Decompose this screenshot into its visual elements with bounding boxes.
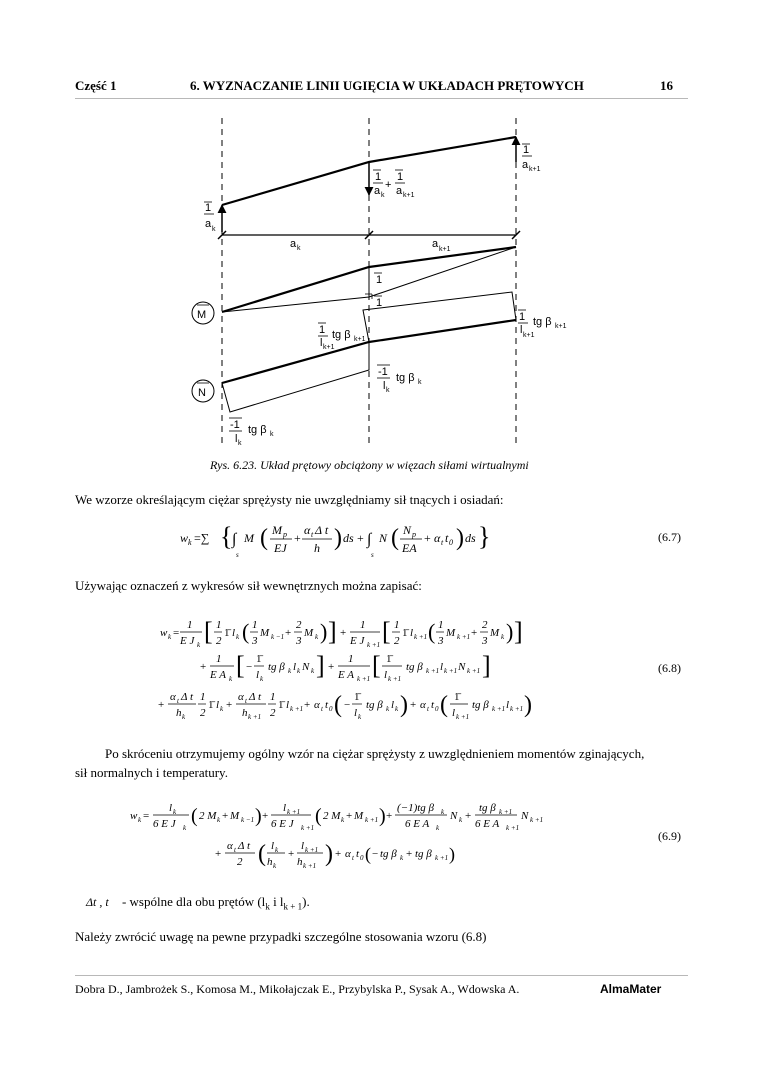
svg-text:∫: ∫ <box>367 531 372 548</box>
svg-text:2: 2 <box>216 635 222 647</box>
svg-text:k+1: k+1 <box>354 336 366 343</box>
svg-text:α: α <box>314 699 320 711</box>
svg-text:t: t <box>352 854 354 862</box>
svg-text:N: N <box>302 661 310 673</box>
paragraph-5: Należy zwrócić uwagę na pewne przypadki szczególne stosowania wzoru (6.8) <box>75 929 487 944</box>
svg-text:1: 1 <box>270 691 276 703</box>
svg-text:k: k <box>436 824 440 832</box>
svg-text:t: t <box>325 699 329 711</box>
svg-text:): ) <box>456 525 464 551</box>
svg-text:k: k <box>260 675 264 683</box>
svg-text:1: 1 <box>200 691 206 703</box>
svg-text:1: 1 <box>360 619 366 631</box>
svg-text:1: 1 <box>187 619 193 631</box>
svg-text:tg β: tg β <box>472 699 489 711</box>
svg-text:k −1: k −1 <box>241 816 255 824</box>
svg-text:w: w <box>130 810 138 822</box>
svg-text:Δ t: Δ t <box>315 523 329 537</box>
svg-text:k +1: k +1 <box>388 675 402 683</box>
header-chapter: 6. WYZNACZANIE LINII UGIĘCIA W UKŁADACH PRĘTOWYCH <box>190 78 584 93</box>
footer-authors: Dobra D., Jambrożek S., Komosa M., Mikołajczak E., Przybylska P., Sysak A., Wdowska A. <box>75 982 520 996</box>
svg-text:1: 1 <box>348 653 354 665</box>
svg-text:6 E J: 6 E J <box>153 818 176 830</box>
svg-text:tg β: tg β <box>479 802 496 814</box>
svg-text:+: + <box>288 848 295 860</box>
svg-text:=: = <box>173 627 180 639</box>
svg-text:): ) <box>379 805 386 827</box>
header-page-number: 16 <box>660 78 673 93</box>
svg-text:h: h <box>242 707 248 719</box>
svg-text:l: l <box>235 433 238 445</box>
svg-text:+: + <box>385 179 392 191</box>
svg-text:(−1)tg β: (−1)tg β <box>397 802 435 814</box>
label-mid-one-b: 1 <box>397 171 404 183</box>
svg-text:1: 1 <box>376 297 383 309</box>
svg-text:3: 3 <box>296 635 302 647</box>
svg-text:k: k <box>183 824 187 832</box>
equation-number-6-9: (6.9) <box>658 829 681 843</box>
svg-text:(: ( <box>258 841 266 867</box>
svg-text:α: α <box>227 840 233 852</box>
svg-text:k: k <box>182 713 186 721</box>
svg-text:k: k <box>168 633 172 641</box>
svg-text:M: M <box>244 531 254 545</box>
svg-text:N: N <box>521 810 529 822</box>
svg-text:k: k <box>220 705 224 713</box>
svg-text:1̄: 1̄ <box>208 699 214 711</box>
svg-text:): ) <box>400 692 408 718</box>
svg-text:3: 3 <box>438 635 444 647</box>
svg-text:k+1: k+1 <box>323 344 335 351</box>
equation-number-6-8: (6.8) <box>658 661 681 675</box>
svg-text:): ) <box>255 805 262 827</box>
svg-text:+: + <box>222 810 229 822</box>
figure-caption: Rys. 6.23. Układ prętowy obciążony w więzach siłami wirtualnymi <box>210 458 529 472</box>
svg-text:k +1: k +1 <box>248 713 262 721</box>
svg-text:=∑: =∑ <box>194 531 210 545</box>
svg-text:1̄: 1̄ <box>386 653 392 665</box>
equation-6-8 <box>150 608 550 730</box>
svg-text:EJ: EJ <box>274 541 287 555</box>
svg-text:k +1: k +1 <box>287 808 301 816</box>
svg-text:2 M: 2 M <box>323 810 341 822</box>
svg-text:(: ( <box>191 805 198 827</box>
label-mid-one-a: 1 <box>375 171 382 183</box>
svg-text:+: + <box>465 810 472 822</box>
svg-text:1̄: 1̄ <box>224 627 230 639</box>
svg-text:+: + <box>158 699 165 711</box>
svg-text:+: + <box>406 848 413 860</box>
svg-text:t: t <box>427 705 429 713</box>
svg-text:∫: ∫ <box>232 531 237 548</box>
svg-text:1̄: 1̄ <box>278 699 284 711</box>
paragraph-4-text: - wspólne dla obu prętów (l <box>121 894 266 909</box>
svg-text:a: a <box>522 159 529 171</box>
svg-text:k: k <box>418 379 422 386</box>
svg-text:[: [ <box>204 617 213 646</box>
delta-t-symbols: Δt , t <box>86 895 109 909</box>
svg-text:l: l <box>293 661 297 673</box>
footer-publisher: AlmaMater <box>600 982 662 996</box>
svg-text:ds: ds <box>465 531 476 545</box>
svg-text:k +1: k +1 <box>510 705 524 713</box>
svg-text:k +1: k +1 <box>414 633 428 641</box>
svg-text:0: 0 <box>449 538 453 547</box>
paragraph-2: Używając oznaczeń z wykresów sił wewnętrznych można zapisać: <box>75 578 422 593</box>
svg-text:-1: -1 <box>378 366 388 378</box>
svg-text:N: N <box>403 523 412 537</box>
svg-text:k +1: k +1 <box>467 667 481 675</box>
svg-text:k +1: k +1 <box>303 862 317 870</box>
svg-text:tg β: tg β <box>248 424 267 436</box>
svg-text:k +1: k +1 <box>499 808 513 816</box>
svg-text:tg β: tg β <box>406 661 423 673</box>
svg-text:α: α <box>304 523 311 537</box>
svg-text:M: M <box>490 627 500 639</box>
svg-text:tg β: tg β <box>380 848 397 860</box>
svg-text:t: t <box>445 531 449 545</box>
svg-text:+: + <box>304 699 311 711</box>
svg-text:tg β: tg β <box>366 699 383 711</box>
svg-text:−: − <box>372 848 379 860</box>
moment-symbol: M <box>197 309 207 321</box>
svg-text:2: 2 <box>394 635 400 647</box>
svg-text:+: + <box>294 531 301 545</box>
svg-text:h: h <box>297 856 303 868</box>
svg-text:(: ( <box>334 692 342 718</box>
svg-text:+: + <box>471 627 478 639</box>
svg-text:s: s <box>371 551 374 559</box>
svg-text:p: p <box>283 530 287 539</box>
svg-text:E A: E A <box>210 669 226 681</box>
svg-text:k: k <box>212 226 216 233</box>
svg-text:l: l <box>320 337 323 349</box>
svg-text:k: k <box>217 816 221 824</box>
svg-text:k: k <box>381 192 385 199</box>
svg-text:t: t <box>245 697 247 705</box>
svg-text:Δ t: Δ t <box>249 691 262 703</box>
svg-text:k +1: k +1 <box>365 816 379 824</box>
svg-text:k: k <box>288 667 292 675</box>
svg-text:t: t <box>177 697 179 705</box>
svg-text:k: k <box>501 633 505 641</box>
svg-text:k: k <box>197 641 201 649</box>
svg-text:p: p <box>412 530 416 539</box>
svg-text:k: k <box>358 713 362 721</box>
svg-text:l: l <box>410 627 414 639</box>
paragraph-4: Δt , t - wspólne dla obu prętów ($l_k$ i $l_{k + 1}$). <box>86 894 310 912</box>
svg-text:+: + <box>285 627 292 639</box>
normal-symbol: N <box>198 387 206 399</box>
paragraph-3-line-1: Po skróceniu otrzymujemy ogólny wzór na ciężar sprężysty z uwzględnieniem momentów zginających, <box>105 746 645 761</box>
svg-text:k: k <box>275 846 279 854</box>
paragraph-1: We wzorze określającym ciężar sprężysty nie uwzględniamy sił tnących i osiadań: <box>75 492 504 507</box>
svg-text:1: 1 <box>319 324 326 336</box>
svg-text:k: k <box>386 705 390 713</box>
svg-text:ds: ds <box>343 531 354 545</box>
svg-text:k: k <box>297 245 301 252</box>
svg-text:tg β: tg β <box>396 372 415 384</box>
svg-text:0: 0 <box>329 705 333 713</box>
svg-text:k +1: k +1 <box>301 824 315 832</box>
svg-text:l: l <box>384 669 388 681</box>
svg-text:l: l <box>440 661 444 673</box>
svg-text:k: k <box>297 667 301 675</box>
equation-6-7 <box>180 515 520 563</box>
svg-text:M: M <box>304 627 314 639</box>
svg-text:t: t <box>311 530 314 539</box>
svg-text:a: a <box>374 185 381 197</box>
paragraph-3-line-2: sił normalnych i temperatury. <box>75 765 228 780</box>
svg-text:k: k <box>311 667 315 675</box>
svg-text:(: ( <box>440 692 448 718</box>
svg-text:M: M <box>354 810 364 822</box>
svg-text:1: 1 <box>394 619 400 631</box>
svg-text:k: k <box>229 675 233 683</box>
svg-text:EA: EA <box>402 541 417 555</box>
svg-text:2: 2 <box>200 707 206 719</box>
svg-text:0: 0 <box>435 705 439 713</box>
svg-text:): ) <box>506 619 514 644</box>
svg-text:k+1: k+1 <box>523 332 535 339</box>
svg-text:k +1: k +1 <box>492 705 506 713</box>
svg-text:l: l <box>506 699 510 711</box>
svg-text:): ) <box>320 619 328 644</box>
svg-text:−: − <box>246 661 253 673</box>
svg-text:k+1: k+1 <box>529 166 541 173</box>
svg-text:(: ( <box>428 619 436 644</box>
footer-rule <box>75 975 688 976</box>
svg-text:=: = <box>143 810 150 822</box>
svg-text:l: l <box>452 707 456 719</box>
svg-text:k +1: k +1 <box>367 641 381 649</box>
svg-text:): ) <box>334 525 342 551</box>
figure-6-23 <box>0 0 760 460</box>
svg-text:1̄: 1̄ <box>256 653 262 665</box>
svg-text:-1: -1 <box>230 419 240 431</box>
svg-text:k: k <box>400 854 404 862</box>
svg-text:k: k <box>188 538 192 547</box>
svg-text:k+1: k+1 <box>439 246 451 253</box>
svg-text:tg β: tg β <box>332 329 351 341</box>
svg-text:h: h <box>314 541 320 555</box>
svg-text:tg β: tg β <box>268 661 285 673</box>
svg-text:tg β: tg β <box>415 848 432 860</box>
svg-text:l: l <box>256 669 260 681</box>
svg-text:): ) <box>524 692 532 718</box>
svg-text:1: 1 <box>216 619 222 631</box>
svg-text:1̄: 1̄ <box>402 627 408 639</box>
svg-text:k: k <box>138 816 142 824</box>
svg-text:k: k <box>459 816 463 824</box>
svg-text:w: w <box>180 531 189 545</box>
svg-text:α: α <box>238 691 244 703</box>
svg-text:s: s <box>236 551 239 559</box>
svg-text:M: M <box>272 523 282 537</box>
svg-text:+: + <box>215 848 222 860</box>
svg-text:N: N <box>450 810 458 822</box>
svg-text:(: ( <box>365 844 371 864</box>
svg-text:+: + <box>386 810 393 822</box>
svg-text:+: + <box>328 661 335 673</box>
svg-text:−: − <box>344 699 351 711</box>
svg-text:M: M <box>230 810 240 822</box>
svg-text:(: ( <box>242 619 250 644</box>
svg-text:α: α <box>420 699 426 711</box>
svg-text:α: α <box>434 531 441 545</box>
svg-text:1̄: 1̄ <box>454 691 460 703</box>
svg-text:k +1: k +1 <box>290 705 304 713</box>
svg-text:l: l <box>391 699 395 711</box>
svg-text:+: + <box>200 661 207 673</box>
svg-text:(: ( <box>391 525 399 551</box>
svg-text:l: l <box>520 324 523 336</box>
svg-text:): ) <box>325 841 333 867</box>
svg-text:α: α <box>170 691 176 703</box>
svg-text:α: α <box>345 848 351 860</box>
equation-number-6-7: (6.7) <box>658 530 681 544</box>
svg-text:2: 2 <box>296 619 302 631</box>
svg-text:k +1: k +1 <box>530 816 544 824</box>
svg-text:t: t <box>356 848 360 860</box>
svg-text:k −1: k −1 <box>271 633 285 641</box>
svg-text:l: l <box>232 627 236 639</box>
svg-text:l: l <box>283 802 287 814</box>
svg-text:tg β: tg β <box>533 316 552 328</box>
normal-diagram-right-panel <box>363 292 516 342</box>
svg-text:3: 3 <box>252 635 258 647</box>
svg-text:Δ t: Δ t <box>238 840 251 852</box>
svg-text:k: k <box>238 440 242 447</box>
svg-text:[: [ <box>382 617 391 646</box>
svg-text:]: ] <box>316 651 325 680</box>
svg-text:N: N <box>458 661 466 673</box>
svg-text:k: k <box>386 387 390 394</box>
svg-text:a: a <box>396 185 403 197</box>
svg-text:k: k <box>173 808 177 816</box>
svg-text:l: l <box>301 840 305 852</box>
label-right-one: 1 <box>523 144 530 156</box>
svg-text:+: + <box>357 531 364 545</box>
svg-text:h: h <box>267 856 273 868</box>
label-left-one: 1 <box>205 202 212 214</box>
svg-text:{: { <box>220 522 233 551</box>
svg-text:+: + <box>410 699 417 711</box>
svg-text:1: 1 <box>252 619 258 631</box>
svg-text:[: [ <box>236 651 245 680</box>
svg-text:(: ( <box>260 525 268 551</box>
svg-text:1: 1 <box>376 274 383 286</box>
svg-text:(: ( <box>315 805 322 827</box>
label-left-a: a <box>205 218 212 230</box>
label-span-ak: a <box>290 238 297 250</box>
svg-text:k+1: k+1 <box>403 192 415 199</box>
svg-text:1: 1 <box>519 311 526 323</box>
svg-text:k: k <box>315 633 319 641</box>
svg-text:+: + <box>340 627 347 639</box>
svg-text:k +1: k +1 <box>357 675 371 683</box>
svg-text:N: N <box>379 531 388 545</box>
svg-text:3: 3 <box>482 635 488 647</box>
svg-text:k: k <box>236 633 240 641</box>
svg-text:]: ] <box>514 617 523 646</box>
svg-text:M: M <box>446 627 456 639</box>
svg-text:l: l <box>354 707 358 719</box>
svg-text:2: 2 <box>237 856 243 868</box>
svg-text:l: l <box>383 380 386 392</box>
svg-text:k: k <box>270 431 274 438</box>
header-part: Część 1 <box>75 78 117 93</box>
svg-text:k +1: k +1 <box>305 846 319 854</box>
svg-text:1: 1 <box>216 653 222 665</box>
svg-text:}: } <box>478 522 491 551</box>
svg-text:l: l <box>169 802 173 814</box>
svg-text:Δ t: Δ t <box>181 691 194 703</box>
svg-text:]: ] <box>482 651 491 680</box>
svg-text:k: k <box>395 705 399 713</box>
normal-diagram-left-panel <box>222 342 369 412</box>
svg-text:k: k <box>273 862 277 870</box>
svg-text:k +1: k +1 <box>435 854 449 862</box>
label-span-ak1: a <box>432 238 439 250</box>
svg-text:2: 2 <box>482 619 488 631</box>
equation-6-9 <box>125 795 565 875</box>
svg-text:l: l <box>271 840 275 852</box>
svg-text:+: + <box>262 810 269 822</box>
svg-text:+: + <box>346 810 353 822</box>
svg-text:2 M: 2 M <box>199 810 217 822</box>
svg-text:k+1: k+1 <box>555 323 567 330</box>
svg-text:1: 1 <box>438 619 444 631</box>
svg-text:t: t <box>441 538 444 547</box>
svg-text:): ) <box>449 844 455 864</box>
svg-text:]: ] <box>328 617 337 646</box>
svg-text:w: w <box>160 627 168 639</box>
svg-text:l: l <box>216 699 220 711</box>
svg-text:[: [ <box>372 651 381 680</box>
svg-text:E J: E J <box>350 635 365 647</box>
svg-text:1̄: 1̄ <box>354 691 360 703</box>
svg-text:+: + <box>226 699 233 711</box>
svg-text:k +1: k +1 <box>444 667 458 675</box>
svg-text:+: + <box>424 531 431 545</box>
svg-text:0: 0 <box>360 854 364 862</box>
svg-text:k +1: k +1 <box>506 824 520 832</box>
svg-text:M: M <box>260 627 270 639</box>
svg-text:E A: E A <box>338 669 354 681</box>
svg-text:k: k <box>341 816 345 824</box>
svg-text:6 E A: 6 E A <box>475 818 500 830</box>
svg-text:2: 2 <box>270 707 276 719</box>
svg-text:k: k <box>441 808 445 816</box>
svg-text:t: t <box>321 705 323 713</box>
svg-text:k +1: k +1 <box>456 713 470 721</box>
svg-text:h: h <box>176 707 182 719</box>
svg-text:k +1: k +1 <box>457 633 471 641</box>
svg-text:E J: E J <box>180 635 195 647</box>
svg-text:t: t <box>431 699 435 711</box>
svg-text:k +1: k +1 <box>426 667 440 675</box>
svg-text:+: + <box>335 848 342 860</box>
svg-text:t: t <box>234 846 236 854</box>
svg-text:6 E A: 6 E A <box>405 818 430 830</box>
svg-text:l: l <box>286 699 290 711</box>
svg-text:6 E J: 6 E J <box>271 818 294 830</box>
